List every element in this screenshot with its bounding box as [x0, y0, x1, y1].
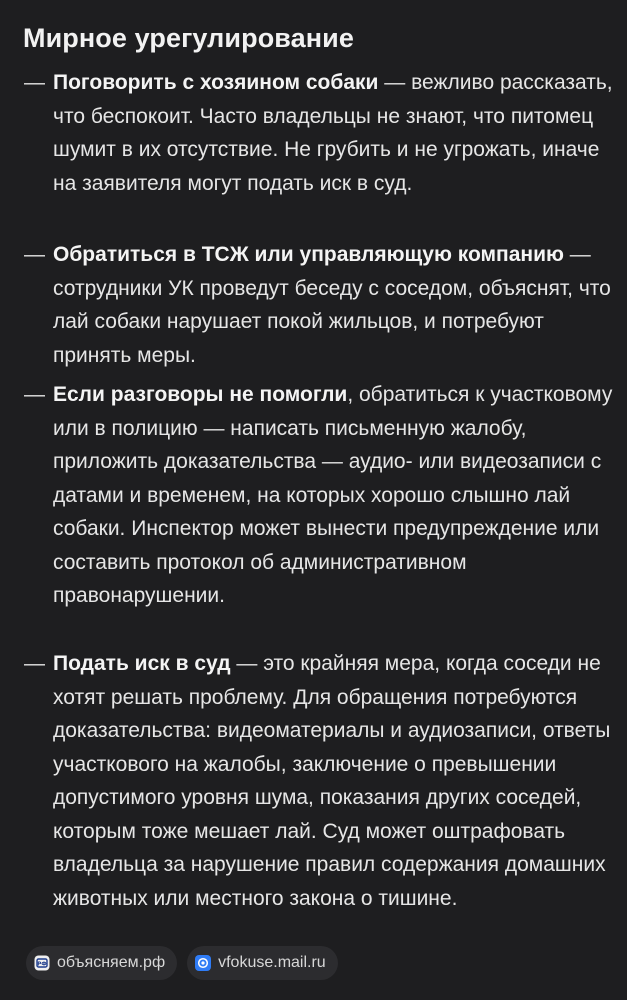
- list-item: [24, 647, 614, 915]
- list-item-body: [53, 378, 614, 613]
- list-item-body: [53, 647, 614, 915]
- list-item-heading: Обратиться в ТСЖ или управляющую компанию: [53, 243, 564, 266]
- section-title: Мирное урегулирование: [23, 23, 354, 53]
- list-item: [24, 66, 614, 200]
- list-dash: —: [24, 243, 45, 266]
- list-item-heading: Подать иск в суд: [53, 652, 231, 675]
- list-item-heading: Если разговоры не помогли: [53, 383, 348, 406]
- vfokuse-icon: [195, 955, 211, 971]
- source-label: vfokuse.mail.ru: [218, 954, 326, 971]
- source-label: объясняем.рф: [57, 954, 166, 971]
- list-item-text: — вежливо рассказать, что беспокоит. Часто владельцы не знают, что питомец шумит в их отсутствие. Не грубить и не угрожать, иначе на заявителя могут подать иск в суд.: [53, 71, 613, 195]
- list-item-heading: Поговорить с хозяином собаки: [53, 71, 379, 94]
- svg-text:РФ: РФ: [37, 961, 47, 968]
- list-item-body: [53, 238, 614, 372]
- list-item-text: — сотрудники УК проведут беседу с соседом, объяснят, что лай собаки нарушает покой жильцов, и потребуют принять меры.: [53, 243, 611, 367]
- source-chip-vfokuse[interactable]: [187, 946, 338, 980]
- list-dash: —: [24, 71, 45, 94]
- list-item-text: , обратиться к участковому или в полицию — написать письменную жалобу, приложить доказательства — аудио- или видеозаписи с датами и временем, на которых хорошо слышно лай собаки. Инспектор может вынести предупреждение или составить протокол об административном правонарушении.: [53, 383, 613, 607]
- list-item-text: — это крайняя мера, когда соседи не хотят решать проблему. Для обращения потребуются доказательства: видеоматериалы и аудиозаписи, ответы участкового на жалобы, заключение о превышении допустимого уровня шума, показания других соседей, которым тоже мешает лай. Суд может оштрафовать владельца за нарушение правил содержания домашних животных или местного закона о тишине.: [53, 652, 611, 910]
- sources-bar: [26, 946, 338, 980]
- list-dash: —: [24, 652, 45, 675]
- rf-icon: [34, 955, 50, 971]
- source-chip-obyasnyaem[interactable]: [26, 946, 177, 980]
- list-item-body: [53, 66, 614, 200]
- list-item: [24, 378, 614, 613]
- list-dash: —: [24, 383, 45, 406]
- list-item: [24, 238, 614, 372]
